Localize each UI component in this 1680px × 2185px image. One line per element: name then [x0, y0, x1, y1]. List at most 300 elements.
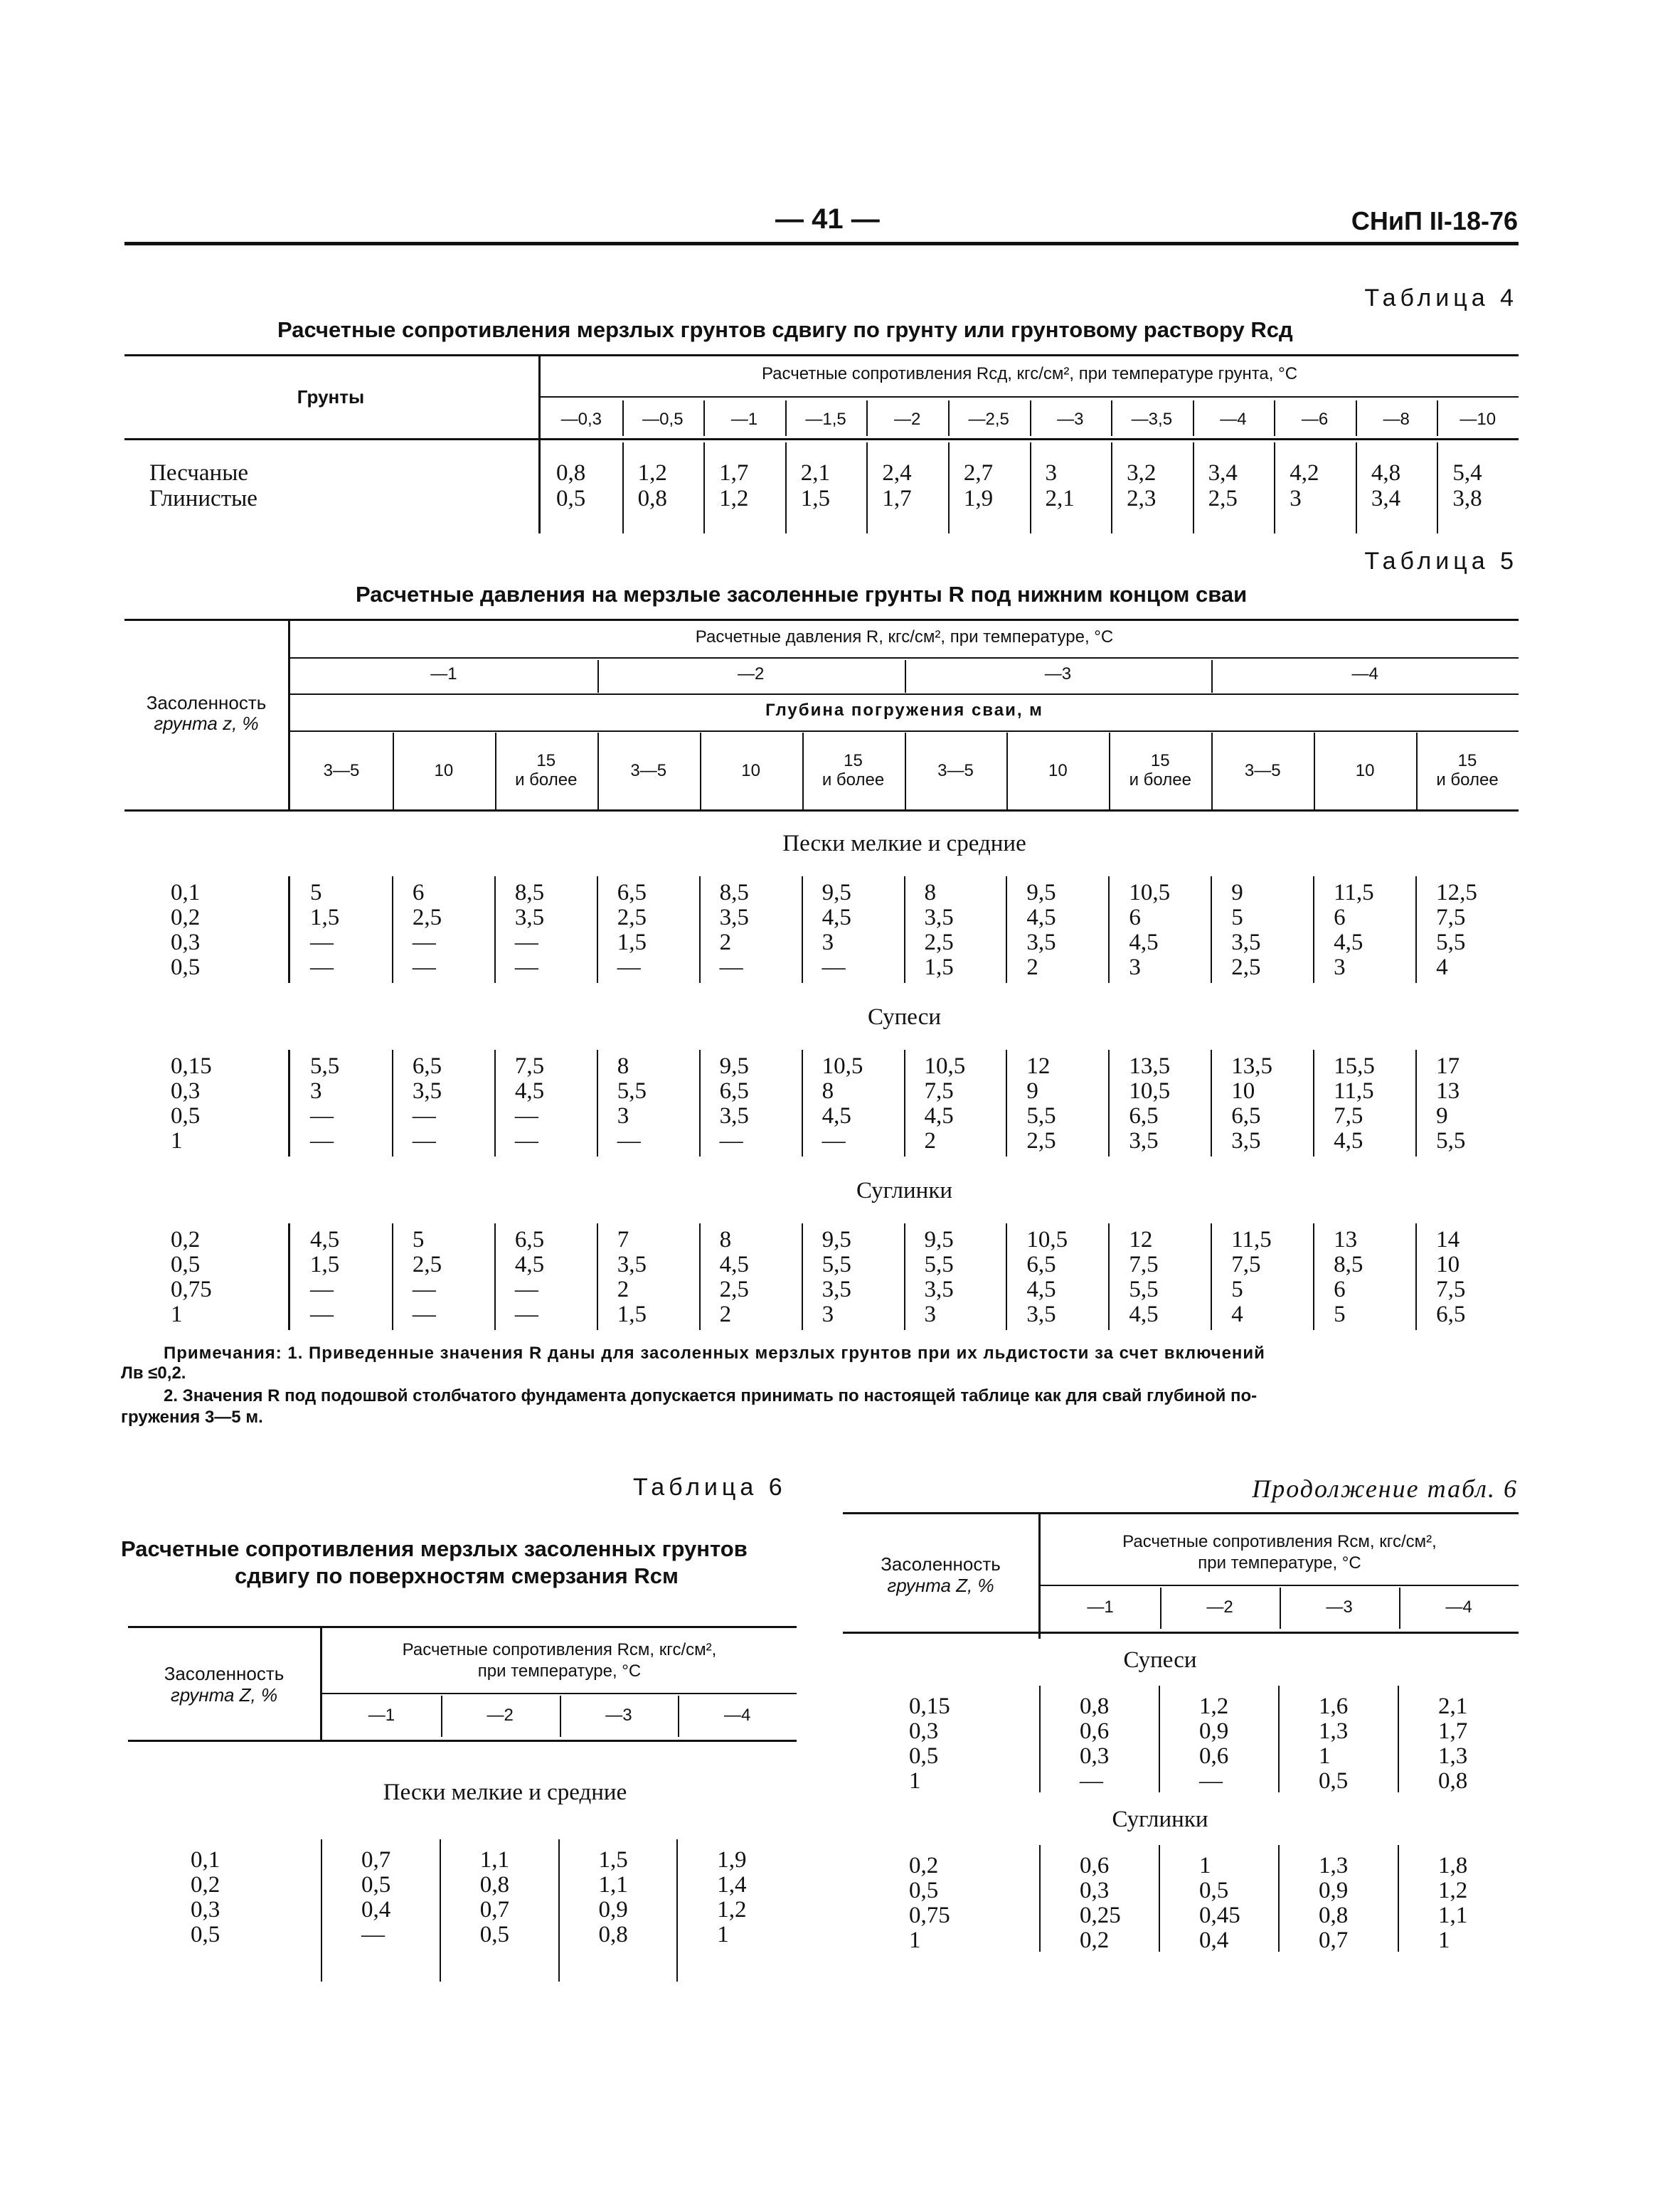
- table6-cell: 1,4: [717, 1872, 747, 1898]
- table5-col-divider: [1006, 1223, 1007, 1330]
- table4-temp-divider: [622, 400, 624, 436]
- table4-col-divider: [785, 442, 787, 533]
- table5-cell: 2: [924, 1128, 936, 1154]
- table5-z-value: 0,15: [171, 1053, 212, 1079]
- table5-cell: 4,5: [1026, 1277, 1056, 1302]
- table6-cont-z-value: 1: [909, 1768, 921, 1794]
- table4-col-divider: [703, 442, 705, 533]
- table5-cell: —: [412, 1103, 436, 1129]
- table5-cell: 1,5: [617, 930, 647, 955]
- table5-col-divider: [802, 876, 803, 983]
- table4-temp-header: —10: [1460, 410, 1496, 429]
- table5-z-value: 1: [171, 1128, 183, 1154]
- table5-depth-header: 10: [1355, 761, 1375, 780]
- table6-cont-cell: 1: [1319, 1743, 1331, 1769]
- table5-cell: 3,5: [924, 905, 954, 930]
- table4-cell: 0,5: [556, 486, 586, 511]
- table6-cont-temp-header: —4: [1445, 1597, 1472, 1617]
- table6-cell: 0,8: [479, 1872, 509, 1898]
- table5-cell: —: [310, 955, 334, 980]
- table6-cont-z-value: 0,5: [909, 1878, 939, 1903]
- table6-cont-top-rule: [843, 1512, 1519, 1514]
- table4-temp-header: —8: [1383, 410, 1410, 429]
- table5-cell: 9,5: [822, 1227, 851, 1253]
- table6-cell: 1,2: [717, 1897, 747, 1923]
- table5-cell: 17: [1436, 1053, 1460, 1079]
- table6-cont-cell: 1,8: [1438, 1853, 1468, 1878]
- table6-z-value: 0,1: [191, 1847, 220, 1873]
- table5-temp-header: —1: [430, 664, 457, 684]
- table5-cell: 5,5: [1129, 1277, 1159, 1302]
- table5-cell: 13: [1436, 1078, 1460, 1104]
- table5-cell: —: [412, 1128, 436, 1154]
- table5-row-header-line2: грунта z, %: [154, 713, 259, 734]
- table6-row-header-line2: грунта Z, %: [170, 1684, 278, 1706]
- table5-cell: 3: [1334, 955, 1346, 980]
- table6-cont-row-header-line1: Засоленность: [881, 1553, 1001, 1575]
- table6-z-value: 0,5: [191, 1922, 220, 1947]
- table4-temp-divider: [1274, 400, 1275, 436]
- table4-cell: 1,5: [800, 486, 830, 511]
- table5-cell: —: [412, 955, 436, 980]
- table5-cell: 6,5: [1436, 1302, 1466, 1327]
- table5-cell: 7,5: [1231, 1252, 1261, 1277]
- table5-z-value: 0,5: [171, 1252, 201, 1277]
- table6-cont-cell: 0,6: [1080, 1853, 1110, 1878]
- table5-col-divider: [1006, 1050, 1007, 1157]
- table5-cell: 3: [617, 1103, 629, 1129]
- table5-z-value: 0,3: [171, 1078, 201, 1104]
- table5-cell: 3: [924, 1302, 936, 1327]
- table5-cell: 6,5: [1129, 1103, 1159, 1129]
- table6-cont-label: Продолжение табл. 6: [1252, 1474, 1518, 1503]
- table5-cell: —: [514, 1302, 538, 1327]
- table6-cont-cell: 0,7: [1319, 1928, 1349, 1953]
- table5-cell: 9: [1436, 1103, 1448, 1129]
- table5-cell: —: [412, 1277, 436, 1302]
- table6-cell: 1,5: [598, 1847, 628, 1873]
- table5-cell: 8: [719, 1227, 732, 1253]
- table5-col-divider: [1108, 876, 1110, 983]
- table4-temp-header: —0,3: [560, 410, 602, 429]
- table6-cont-cell: 2,1: [1438, 1694, 1468, 1719]
- table5-note-2: 2. Значения R под подошвой столбчатого фундамента допускается принимать по настоящей таблице как для свай глубиной по-: [164, 1386, 1258, 1405]
- table5-cell: 12: [1129, 1227, 1153, 1253]
- table5-cell: 5,5: [924, 1252, 954, 1277]
- table4-cell: 5,4: [1452, 460, 1482, 486]
- table4-cell: 2,5: [1208, 486, 1238, 511]
- table5-cell: —: [822, 1128, 846, 1154]
- table5-top-rule: [124, 619, 1519, 621]
- table5-cell: 3: [310, 1078, 322, 1104]
- table5-cell: 12,5: [1436, 880, 1477, 905]
- table6-cont-col-divider: [1039, 1845, 1041, 1952]
- table5-cell: 4,5: [514, 1252, 545, 1277]
- table5-cell: —: [514, 930, 538, 955]
- table6-cont-cell: 0,45: [1199, 1903, 1240, 1928]
- table6-temp-divider: [560, 1696, 561, 1737]
- table5-cell: 11,5: [1334, 880, 1374, 905]
- table5-cell: 2,5: [412, 1252, 442, 1277]
- table5-depth-header: 10: [741, 761, 760, 780]
- table6-cont-cell: 0,8: [1438, 1768, 1468, 1794]
- table5-temp-divider: [1211, 660, 1213, 693]
- table5-group-rule: [290, 657, 1519, 659]
- table5-cell: 8,5: [514, 880, 545, 905]
- table6-col-divider: [676, 1839, 678, 1982]
- table4-temp-header: —3,5: [1131, 410, 1173, 429]
- table5-col-divider: [597, 876, 598, 983]
- table5-col-divider: [904, 1223, 905, 1330]
- table6-label: Таблица 6: [633, 1474, 787, 1501]
- table5-cell: 3,5: [1129, 1128, 1159, 1154]
- table5-depth-divider: [495, 733, 496, 809]
- table5-col-divider: [1415, 876, 1417, 983]
- table5-cell: 5,5: [1436, 930, 1466, 955]
- table6-group-header-line1: Расчетные сопротивления Rсм, кгс/см²,: [402, 1640, 717, 1659]
- table5-section-title: Супеси: [867, 1004, 942, 1030]
- table6-cont-z-value: 0,15: [909, 1694, 950, 1719]
- table5-title: Расчетные давления на мерзлые засоленные грунты R под нижним концом сваи: [356, 582, 1248, 607]
- table5-cell: 9: [1231, 880, 1243, 905]
- table6-cont-temp-header: —2: [1206, 1597, 1233, 1617]
- table5-cell: 3: [822, 1302, 834, 1327]
- table4-cell: 1,7: [719, 460, 749, 486]
- table6-cont-cell: 0,8: [1319, 1903, 1349, 1928]
- table6-cont-col-divider: [1278, 1845, 1280, 1952]
- table4-temp-divider: [1356, 400, 1357, 436]
- table5-cell: 5,5: [310, 1053, 340, 1079]
- table5-cell: 6,5: [514, 1227, 545, 1253]
- table6-cont-temp-divider: [1280, 1588, 1281, 1629]
- table4-temp-header: —1,5: [805, 410, 846, 429]
- table6-col-divider: [440, 1839, 441, 1982]
- table5-temp-header: —4: [1351, 664, 1378, 684]
- table5-cell: 4,5: [924, 1103, 954, 1129]
- table5-cell: 9,5: [1026, 880, 1056, 905]
- table4-cell: 1,2: [719, 486, 749, 511]
- table5-row-header-divider: [288, 876, 290, 983]
- table6-z-value: 0,2: [191, 1872, 220, 1898]
- table5-z-value: 0,5: [171, 1103, 201, 1129]
- table5-cell: 10: [1231, 1078, 1255, 1104]
- table5-cell: 12: [1026, 1053, 1051, 1079]
- table5-temp-header: —3: [1044, 664, 1072, 684]
- table6-cont-col-divider: [1278, 1686, 1280, 1792]
- table4-cell: 2,1: [800, 460, 830, 486]
- table5-col-divider: [392, 1223, 393, 1330]
- table5-cell: 8: [822, 1078, 834, 1104]
- table5-cell: —: [514, 1103, 538, 1129]
- table5-cell: 2,5: [719, 1277, 749, 1302]
- table6-cell: 0,8: [598, 1922, 628, 1947]
- table5-cell: 3,5: [924, 1277, 954, 1302]
- table6-cont-cell: 1,7: [1438, 1718, 1468, 1744]
- table6-temp-header: —1: [368, 1706, 395, 1725]
- table5-cell: 2: [719, 1302, 732, 1327]
- table4-temp-divider: [1030, 400, 1031, 436]
- table4-temp-divider: [1111, 400, 1112, 436]
- table5-col-divider: [1108, 1050, 1110, 1157]
- table6-section-title: Пески мелкие и средние: [383, 1780, 627, 1805]
- table5-temp-header: —2: [737, 664, 765, 684]
- table4-temp-header: —2: [893, 410, 921, 429]
- table5-z-value: 0,75: [171, 1277, 212, 1302]
- table5-cell: 2,5: [1231, 955, 1261, 980]
- table5-cell: 3,5: [1026, 930, 1056, 955]
- table5-cell: 5,5: [617, 1078, 647, 1104]
- table5-head-bottom-rule: [124, 809, 1519, 812]
- table6-cont-cell: 1,2: [1438, 1878, 1468, 1903]
- table5-cell: 6,5: [617, 880, 647, 905]
- table5-cell: 1,5: [924, 955, 954, 980]
- table5-cell: —: [412, 1302, 436, 1327]
- table5-cell: 8: [924, 880, 936, 905]
- table6-top-rule: [128, 1626, 797, 1628]
- table5-depth-divider: [905, 733, 906, 809]
- table4-col-divider: [1274, 442, 1275, 533]
- table4-cell: 0,8: [556, 460, 586, 486]
- table5-temp-rule: [290, 693, 1519, 695]
- table5-z-value: 0,2: [171, 1227, 201, 1253]
- table5-cell: 6,5: [1231, 1103, 1261, 1129]
- table5-cell: —: [310, 1128, 334, 1154]
- table4-temp-divider: [866, 400, 868, 436]
- table5-z-value: 0,3: [171, 930, 201, 955]
- table5-cell: 6: [1334, 1277, 1346, 1302]
- table5-cell: —: [310, 1277, 334, 1302]
- table5-col-divider: [1006, 876, 1007, 983]
- table5-cell: 4: [1231, 1302, 1243, 1327]
- table6-cont-cell: 1,3: [1319, 1853, 1349, 1878]
- table5-depth-divider: [1314, 733, 1315, 809]
- table5-cell: 10,5: [1129, 880, 1171, 905]
- table5-cell: —: [412, 930, 436, 955]
- table5-cell: 2,5: [617, 905, 647, 930]
- table4-temp-header: —3: [1057, 410, 1084, 429]
- table6-cont-temp-divider: [1160, 1588, 1161, 1629]
- table6-temp-header: —4: [723, 1706, 751, 1725]
- table5-col-divider: [1211, 876, 1212, 983]
- document-code: СНиП II-18-76: [1351, 206, 1518, 235]
- table5-cell: 5,5: [1026, 1103, 1056, 1129]
- table5-depth-divider: [1109, 733, 1110, 809]
- table4-cell: 2,7: [963, 460, 994, 486]
- table5-cell: 4,5: [1026, 905, 1056, 930]
- table5-cell: 6: [412, 880, 425, 905]
- table4-col-divider: [1193, 442, 1194, 533]
- table6-cont-cell: 0,8: [1080, 1694, 1110, 1719]
- table6-col-divider: [321, 1839, 322, 1982]
- table4-col-divider: [948, 442, 950, 533]
- table6-cont-cell: 0,3: [1080, 1743, 1110, 1769]
- table6-title-line2: сдвигу по поверхностям смерзания Rсм: [235, 1563, 679, 1588]
- table5-depth-divider: [802, 733, 804, 809]
- table6-cell: 1,1: [598, 1872, 628, 1898]
- table6-temp-divider: [441, 1696, 442, 1737]
- table6-cont-section-title: Суглинки: [1112, 1807, 1208, 1832]
- table4-cell: 3,2: [1127, 460, 1157, 486]
- table5-cell: 8,5: [1334, 1252, 1363, 1277]
- table5-depth-rule: [290, 730, 1519, 732]
- table6-cell: 0,5: [479, 1922, 509, 1947]
- table4-temp-divider: [948, 400, 950, 436]
- table4-col-divider: [1437, 442, 1438, 533]
- table4-temp-header: —1: [730, 410, 758, 429]
- table5-cell: 5,5: [822, 1252, 851, 1277]
- table5-cell: 10: [1436, 1252, 1460, 1277]
- table4-cell: 3,4: [1208, 460, 1238, 486]
- table6-cell: 0,9: [598, 1897, 628, 1923]
- table5-cell: 9,5: [719, 1053, 749, 1079]
- table4-temp-header: —2,5: [968, 410, 1009, 429]
- table5-cell: —: [310, 1302, 334, 1327]
- table4-temp-divider: [1437, 400, 1438, 436]
- table4-col-divider: [866, 442, 868, 533]
- table5-depth-divider: [393, 733, 394, 809]
- table5-cell: 7,5: [514, 1053, 545, 1079]
- table5-depth-divider: [1006, 733, 1008, 809]
- table4-cell: 2,4: [882, 460, 912, 486]
- table5-cell: 7: [617, 1227, 629, 1253]
- table6-cont-group-header-line2: при температуре, °С: [1198, 1553, 1361, 1573]
- table5-cell: 7,5: [1129, 1252, 1159, 1277]
- table5-col-divider: [392, 876, 393, 983]
- table6-cont-cell: 0,9: [1199, 1718, 1229, 1744]
- table4-group-header: Расчетные сопротивления Rсд, кгс/см², при температуре грунта, °С: [761, 364, 1298, 383]
- table6-cont-z-value: 0,3: [909, 1718, 939, 1744]
- table4-title: Расчетные сопротивления мерзлых грунтов сдвигу по грунту или грунтовому раствору Rсд: [277, 317, 1293, 342]
- table5-depth-header: 3—5: [937, 761, 974, 780]
- table5-cell: 9,5: [924, 1227, 954, 1253]
- table5-cell: 9: [1026, 1078, 1038, 1104]
- table5-cell: 4,5: [1334, 1128, 1363, 1154]
- table6-cont-cell: —: [1080, 1768, 1103, 1794]
- table5-group-header: Расчетные давления R, кгс/см², при температуре, °С: [695, 627, 1114, 647]
- table5-z-value: 0,1: [171, 880, 201, 905]
- table5-col-divider: [802, 1050, 803, 1157]
- table6-cont-col-divider: [1398, 1845, 1399, 1952]
- table5-cell: —: [514, 1128, 538, 1154]
- table5-cell: —: [617, 955, 641, 980]
- table6-cont-cell: 0,5: [1199, 1878, 1229, 1903]
- table5-col-divider: [1211, 1050, 1212, 1157]
- table6-cont-col-divider: [1159, 1686, 1160, 1792]
- table5-cell: 2,5: [412, 905, 442, 930]
- table5-cell: 2: [617, 1277, 629, 1302]
- table5-cell: 4,5: [1129, 1302, 1159, 1327]
- table4-temp-header: —4: [1220, 410, 1247, 429]
- table6-row-header-line1: Засоленность: [164, 1663, 285, 1684]
- table6-cont-cell: 0,2: [1080, 1928, 1110, 1953]
- table4-cell: 4,2: [1290, 460, 1319, 486]
- table5-cell: 4,5: [310, 1227, 340, 1253]
- table4-row-name: Песчаные: [149, 460, 249, 486]
- table4-cell: 0,8: [637, 486, 667, 511]
- table5-cell: 10,5: [924, 1053, 966, 1079]
- table6-cell: 1: [717, 1922, 729, 1947]
- table5-cell: 15,5: [1334, 1053, 1375, 1079]
- table6-cont-cell: 0,3: [1080, 1878, 1110, 1903]
- table5-depth-header: 15 и более: [1129, 751, 1191, 790]
- table5-cell: 3: [1129, 955, 1141, 980]
- table5-col-divider: [904, 876, 905, 983]
- table6-cont-cell: 1,1: [1438, 1903, 1468, 1928]
- table6-cell: 1,9: [717, 1847, 747, 1873]
- table5-cell: 6: [1129, 905, 1141, 930]
- table4-temp-header: —0,5: [642, 410, 684, 429]
- table6-cont-cell: 1: [1199, 1853, 1211, 1878]
- table5-cell: —: [719, 1128, 743, 1154]
- table5-depth-header: 3—5: [630, 761, 667, 780]
- table5-cell: 3: [822, 930, 834, 955]
- table6-cont-group-rule: [1041, 1585, 1519, 1586]
- table5-cell: 6,5: [412, 1053, 442, 1079]
- table5-cell: 14: [1436, 1227, 1460, 1253]
- table5-z-value: 1: [171, 1302, 183, 1327]
- table6-cont-cell: 1: [1438, 1928, 1450, 1953]
- table5-cell: 2,5: [1026, 1128, 1056, 1154]
- table5-cell: 3,5: [822, 1277, 851, 1302]
- table5-section-title: Пески мелкие и средние: [782, 831, 1026, 856]
- table5-cell: 1,5: [310, 1252, 340, 1277]
- table5-cell: 13,5: [1129, 1053, 1171, 1079]
- table5-cell: 4,5: [514, 1078, 545, 1104]
- table4-col-divider: [1111, 442, 1112, 533]
- table5-cell: 6: [1334, 905, 1346, 930]
- table5-cell: 7,5: [1436, 905, 1466, 930]
- table6-temp-header: —2: [487, 1706, 514, 1725]
- table5-cell: —: [617, 1128, 641, 1154]
- table5-depth-divider: [700, 733, 701, 809]
- table5-col-divider: [597, 1050, 598, 1157]
- table5-cell: 7,5: [924, 1078, 954, 1104]
- table5-cell: 5: [1334, 1302, 1346, 1327]
- table4-cell: 1,9: [963, 486, 994, 511]
- table6-cont-z-value: 0,5: [909, 1743, 939, 1769]
- table5-cell: 4,5: [822, 1103, 851, 1129]
- table5-depth-header: Глубина погружения сваи, м: [765, 701, 1043, 720]
- table6-group-header-line2: при температуре, °С: [477, 1662, 642, 1681]
- table5-section-title: Суглинки: [856, 1178, 953, 1203]
- table5-cell: 5: [412, 1227, 425, 1253]
- table5-cell: 4,5: [1129, 930, 1159, 955]
- table5-cell: 3,5: [1231, 1128, 1261, 1154]
- table5-row-header-divider: [288, 1050, 290, 1157]
- table4-head-bottom-rule: [124, 438, 1519, 440]
- table5-col-divider: [494, 1223, 496, 1330]
- table4-cell: 1,7: [882, 486, 912, 511]
- table5-cell: 7,5: [1436, 1277, 1466, 1302]
- table4-cell: 2,1: [1045, 486, 1075, 511]
- table6-temp-header: —3: [605, 1706, 632, 1725]
- table6-cont-temp-header: —3: [1326, 1597, 1353, 1617]
- table5-cell: —: [310, 1103, 334, 1129]
- table5-col-divider: [1313, 1223, 1314, 1330]
- table5-depth-header: 15 и более: [515, 751, 578, 790]
- table4-cell: 3: [1045, 460, 1057, 486]
- table4-col-divider: [1356, 442, 1357, 533]
- table5-depth-header: 15 и более: [1436, 751, 1499, 790]
- table5-cell: 4,5: [719, 1252, 749, 1277]
- table5-depth-header: 10: [434, 761, 454, 780]
- table4-row-name: Глинистые: [149, 486, 257, 511]
- table4-cell: 3,4: [1371, 486, 1401, 511]
- table5-depth-header: 10: [1048, 761, 1068, 780]
- table5-cell: 1,5: [310, 905, 340, 930]
- table5-col-divider: [1415, 1050, 1417, 1157]
- table5-cell: —: [514, 1277, 538, 1302]
